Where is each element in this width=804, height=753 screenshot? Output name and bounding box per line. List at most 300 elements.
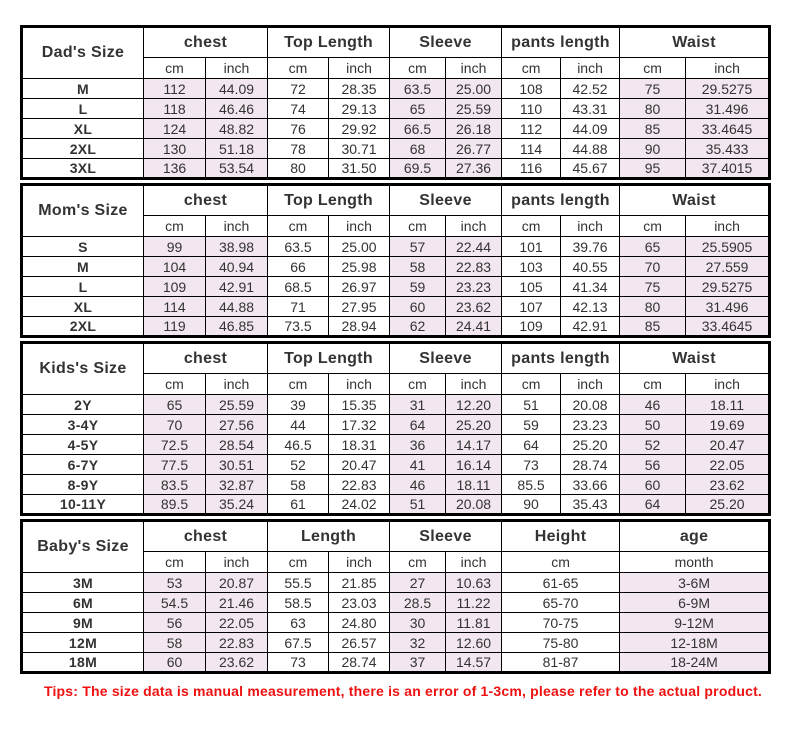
group-header: Waist [620,185,770,216]
size-label: M [22,257,144,277]
measurement-cell: 27 [390,573,446,593]
measurement-cell: 60 [144,653,206,673]
unit-header: cm [144,374,206,395]
unit-header: cm [390,552,446,573]
size-label: XL [22,119,144,139]
measurement-cell: 26.18 [446,119,502,139]
measurement-cell: 66.5 [390,119,446,139]
measurement-cell: 25.00 [329,237,390,257]
measurement-cell: 28.74 [329,653,390,673]
measurement-cell: 28.74 [561,455,620,475]
measurement-cell: 69.5 [390,159,446,179]
measurement-cell: 38.98 [206,237,268,257]
group-header: Waist [620,27,770,58]
measurement-cell: 85 [620,119,686,139]
size-label: 4-5Y [22,435,144,455]
measurement-cell: 35.433 [686,139,770,159]
measurement-cell: 31 [390,395,446,415]
measurement-cell: 63.5 [268,237,329,257]
measurement-cell: 18-24M [620,653,770,673]
measurement-cell: 46.85 [206,317,268,337]
measurement-cell: 20.47 [329,455,390,475]
unit-header: cm [620,216,686,237]
group-header: Sleeve [390,27,502,58]
measurement-cell: 12-18M [620,633,770,653]
measurement-cell: 31.496 [686,297,770,317]
measurement-cell: 20.08 [446,495,502,515]
table-header [22,343,770,395]
group-header: chest [144,521,268,552]
measurement-cell: 37 [390,653,446,673]
measurement-cell: 52 [620,435,686,455]
table-body [22,79,770,179]
table-row [22,475,770,495]
table-row [22,237,770,257]
unit-header: month [620,552,770,573]
unit-header: inch [686,374,770,395]
measurement-cell: 57 [390,237,446,257]
measurement-cell: 20.87 [206,573,268,593]
unit-header: inch [561,374,620,395]
measurement-cell: 22.83 [329,475,390,495]
measurement-cell: 48.82 [206,119,268,139]
size-label: 3-4Y [22,415,144,435]
measurement-cell: 23.62 [206,653,268,673]
measurement-cell: 89.5 [144,495,206,515]
unit-header: cm [390,216,446,237]
measurement-cell: 68.5 [268,277,329,297]
measurement-cell: 22.44 [446,237,502,257]
measurement-cell: 90 [620,139,686,159]
measurement-cell: 80 [620,297,686,317]
measurement-cell: 58.5 [268,593,329,613]
measurement-cell: 71 [268,297,329,317]
measurement-cell: 77.5 [144,455,206,475]
measurement-cell: 72 [268,79,329,99]
group-header: pants length [502,185,620,216]
measurement-cell: 81-87 [502,653,620,673]
table-row [22,415,770,435]
measurement-cell: 109 [502,317,561,337]
size-label: L [22,99,144,119]
measurement-cell: 75-80 [502,633,620,653]
unit-header: cm [268,216,329,237]
measurement-cell: 119 [144,317,206,337]
measurement-cell: 58 [268,475,329,495]
measurement-cell: 33.4645 [686,119,770,139]
measurement-cell: 18.11 [446,475,502,495]
size-table-dad-s-size [20,25,771,180]
measurement-cell: 27.95 [329,297,390,317]
measurement-cell: 107 [502,297,561,317]
measurement-cell: 44 [268,415,329,435]
unit-header: inch [329,216,390,237]
unit-header: inch [206,58,268,79]
measurement-cell: 70-75 [502,613,620,633]
measurement-cell: 60 [620,475,686,495]
measurement-cell: 43.31 [561,99,620,119]
group-header: chest [144,27,268,58]
size-label: 3XL [22,159,144,179]
measurement-cell: 10.63 [446,573,502,593]
table-row [22,139,770,159]
measurement-cell: 50 [620,415,686,435]
group-header: Length [268,521,390,552]
table-title: Baby's Size [22,521,144,573]
measurement-cell: 58 [144,633,206,653]
unit-header: inch [329,552,390,573]
unit-header: inch [206,552,268,573]
measurement-cell: 23.23 [561,415,620,435]
measurement-cell: 40.94 [206,257,268,277]
measurement-cell: 23.03 [329,593,390,613]
measurement-cell: 65 [144,395,206,415]
measurement-cell: 41.34 [561,277,620,297]
measurement-cell: 21.46 [206,593,268,613]
measurement-cell: 59 [390,277,446,297]
unit-header: cm [390,58,446,79]
size-table-baby-s-size [20,519,771,674]
table-row [22,99,770,119]
measurement-cell: 12.60 [446,633,502,653]
measurement-cell: 58 [390,257,446,277]
size-label: XL [22,297,144,317]
measurement-cell: 85.5 [502,475,561,495]
measurement-cell: 37.4015 [686,159,770,179]
measurement-cell: 35.43 [561,495,620,515]
size-label: 10-11Y [22,495,144,515]
table-row [22,277,770,297]
measurement-cell: 31.50 [329,159,390,179]
group-header-row [22,27,770,58]
measurement-cell: 21.85 [329,573,390,593]
measurement-cell: 33.66 [561,475,620,495]
measurement-cell: 70 [620,257,686,277]
measurement-cell: 112 [502,119,561,139]
unit-header: inch [329,58,390,79]
measurement-cell: 27.36 [446,159,502,179]
measurement-cell: 61 [268,495,329,515]
group-header: pants length [502,343,620,374]
group-header-row [22,185,770,216]
measurement-cell: 78 [268,139,329,159]
unit-header: cm [268,58,329,79]
size-table-mom-s-size [20,183,771,338]
group-header: Height [502,521,620,552]
measurement-cell: 22.05 [686,455,770,475]
measurement-cell: 26.57 [329,633,390,653]
table-row [22,613,770,633]
measurement-cell: 29.5275 [686,277,770,297]
unit-header: cm [502,216,561,237]
measurement-cell: 11.22 [446,593,502,613]
unit-header: cm [620,58,686,79]
group-header-row [22,521,770,552]
measurement-cell: 124 [144,119,206,139]
measurement-cell: 46.46 [206,99,268,119]
unit-header: inch [446,552,502,573]
size-label: 3M [22,573,144,593]
measurement-cell: 29.5275 [686,79,770,99]
size-label: S [22,237,144,257]
measurement-cell: 73 [268,653,329,673]
size-label: 2XL [22,139,144,159]
measurement-cell: 118 [144,99,206,119]
measurement-cell: 44.88 [206,297,268,317]
measurement-cell: 64 [502,435,561,455]
measurement-cell: 3-6M [620,573,770,593]
table-row [22,495,770,515]
measurement-cell: 56 [620,455,686,475]
size-label: M [22,79,144,99]
table-row [22,119,770,139]
unit-header: cm [502,374,561,395]
table-row [22,317,770,337]
measurement-cell: 23.23 [446,277,502,297]
measurement-cell: 28.5 [390,593,446,613]
group-header: Waist [620,343,770,374]
measurement-cell: 114 [144,297,206,317]
table-body [22,395,770,515]
measurement-cell: 51 [502,395,561,415]
measurement-cell: 109 [144,277,206,297]
table-header [22,185,770,237]
measurement-cell: 40.55 [561,257,620,277]
table-row [22,593,770,613]
measurement-cell: 42.91 [561,317,620,337]
measurement-cell: 136 [144,159,206,179]
unit-header: cm [144,552,206,573]
measurement-cell: 42.52 [561,79,620,99]
table-body [22,237,770,337]
measurement-cell: 25.98 [329,257,390,277]
measurement-cell: 42.91 [206,277,268,297]
measurement-cell: 63 [268,613,329,633]
size-label: 8-9Y [22,475,144,495]
measurement-cell: 63.5 [390,79,446,99]
measurement-cell: 108 [502,79,561,99]
table-row [22,633,770,653]
measurement-cell: 25.59 [206,395,268,415]
measurement-cell: 18.31 [329,435,390,455]
measurement-cell: 75 [620,79,686,99]
group-header: Sleeve [390,185,502,216]
group-header: Sleeve [390,521,502,552]
measurement-cell: 39.76 [561,237,620,257]
measurement-cell: 42.13 [561,297,620,317]
measurement-cell: 75 [620,277,686,297]
measurement-cell: 19.69 [686,415,770,435]
measurement-cell: 27.56 [206,415,268,435]
unit-header: inch [206,216,268,237]
measurement-cell: 23.62 [686,475,770,495]
group-header: chest [144,185,268,216]
measurement-cell: 85 [620,317,686,337]
measurement-cell: 25.20 [561,435,620,455]
size-label: 2XL [22,317,144,337]
measurement-cell: 112 [144,79,206,99]
unit-header: inch [561,216,620,237]
measurement-cell: 105 [502,277,561,297]
measurement-cell: 28.54 [206,435,268,455]
group-header: Top Length [268,343,390,374]
unit-header: cm [390,374,446,395]
unit-header: inch [446,374,502,395]
measurement-cell: 64 [390,415,446,435]
measurement-cell: 30.71 [329,139,390,159]
measurement-cell: 114 [502,139,561,159]
measurement-cell: 116 [502,159,561,179]
measurement-cell: 33.4645 [686,317,770,337]
unit-header: cm [268,552,329,573]
measurement-cell: 25.20 [446,415,502,435]
measurement-cell: 104 [144,257,206,277]
group-header: Top Length [268,185,390,216]
size-label: 6-7Y [22,455,144,475]
table-title: Kids's Size [22,343,144,395]
measurement-cell: 54.5 [144,593,206,613]
tips-note: Tips: The size data is manual measurement, there is an error of 1-3cm, please refer to the actual product. [43,683,763,699]
measurement-cell: 20.08 [561,395,620,415]
measurement-cell: 53 [144,573,206,593]
measurement-cell: 51.18 [206,139,268,159]
table-row [22,395,770,415]
measurement-cell: 65 [620,237,686,257]
measurement-cell: 73 [502,455,561,475]
measurement-cell: 62 [390,317,446,337]
measurement-cell: 46 [620,395,686,415]
measurement-cell: 22.83 [446,257,502,277]
unit-header: inch [446,216,502,237]
measurement-cell: 17.32 [329,415,390,435]
measurement-cell: 11.81 [446,613,502,633]
measurement-cell: 30 [390,613,446,633]
group-header: Top Length [268,27,390,58]
measurement-cell: 22.05 [206,613,268,633]
group-header: Sleeve [390,343,502,374]
measurement-cell: 44.88 [561,139,620,159]
measurement-cell: 31.496 [686,99,770,119]
measurement-cell: 30.51 [206,455,268,475]
measurement-cell: 32 [390,633,446,653]
measurement-cell: 90 [502,495,561,515]
measurement-cell: 35.24 [206,495,268,515]
measurement-cell: 23.62 [446,297,502,317]
table-body [22,573,770,673]
table-row [22,257,770,277]
measurement-cell: 83.5 [144,475,206,495]
measurement-cell: 80 [620,99,686,119]
measurement-cell: 65-70 [502,593,620,613]
measurement-cell: 46 [390,475,446,495]
measurement-cell: 103 [502,257,561,277]
measurement-cell: 101 [502,237,561,257]
measurement-cell: 61-65 [502,573,620,593]
measurement-cell: 24.80 [329,613,390,633]
group-header-row [22,343,770,374]
measurement-cell: 44.09 [561,119,620,139]
measurement-cell: 64 [620,495,686,515]
size-label: 6M [22,593,144,613]
measurement-cell: 67.5 [268,633,329,653]
measurement-cell: 36 [390,435,446,455]
measurement-cell: 55.5 [268,573,329,593]
measurement-cell: 24.41 [446,317,502,337]
table-header [22,521,770,573]
unit-header: cm [268,374,329,395]
measurement-cell: 59 [502,415,561,435]
measurement-cell: 26.77 [446,139,502,159]
measurement-cell: 25.5905 [686,237,770,257]
unit-header: inch [561,58,620,79]
size-table-kids-s-size [20,341,771,516]
measurement-cell: 12.20 [446,395,502,415]
measurement-cell: 68 [390,139,446,159]
measurement-cell: 24.02 [329,495,390,515]
measurement-cell: 29.92 [329,119,390,139]
measurement-cell: 66 [268,257,329,277]
measurement-cell: 22.83 [206,633,268,653]
table-row [22,79,770,99]
measurement-cell: 45.67 [561,159,620,179]
measurement-cell: 74 [268,99,329,119]
unit-header: cm [144,216,206,237]
table-row [22,573,770,593]
measurement-cell: 41 [390,455,446,475]
unit-header: inch [686,58,770,79]
measurement-cell: 70 [144,415,206,435]
measurement-cell: 18.11 [686,395,770,415]
measurement-cell: 73.5 [268,317,329,337]
measurement-cell: 56 [144,613,206,633]
table-title: Mom's Size [22,185,144,237]
measurement-cell: 32.87 [206,475,268,495]
group-header: pants length [502,27,620,58]
measurement-cell: 27.559 [686,257,770,277]
unit-header: cm [620,374,686,395]
measurement-cell: 72.5 [144,435,206,455]
size-label: 12M [22,633,144,653]
unit-header: cm [502,552,620,573]
measurement-cell: 26.97 [329,277,390,297]
measurement-cell: 14.17 [446,435,502,455]
table-row [22,435,770,455]
measurement-cell: 39 [268,395,329,415]
measurement-cell: 29.13 [329,99,390,119]
measurement-cell: 130 [144,139,206,159]
group-header: chest [144,343,268,374]
tables [20,25,786,674]
measurement-cell: 80 [268,159,329,179]
measurement-cell: 25.00 [446,79,502,99]
measurement-cell: 15.35 [329,395,390,415]
size-label: 9M [22,613,144,633]
table-row [22,455,770,475]
measurement-cell: 46.5 [268,435,329,455]
measurement-cell: 95 [620,159,686,179]
measurement-cell: 65 [390,99,446,119]
measurement-cell: 44.09 [206,79,268,99]
measurement-cell: 53.54 [206,159,268,179]
unit-header: cm [144,58,206,79]
measurement-cell: 28.35 [329,79,390,99]
measurement-cell: 76 [268,119,329,139]
table-title: Dad's Size [22,27,144,79]
unit-header: cm [502,58,561,79]
measurement-cell: 20.47 [686,435,770,455]
table-row [22,653,770,673]
measurement-cell: 14.57 [446,653,502,673]
